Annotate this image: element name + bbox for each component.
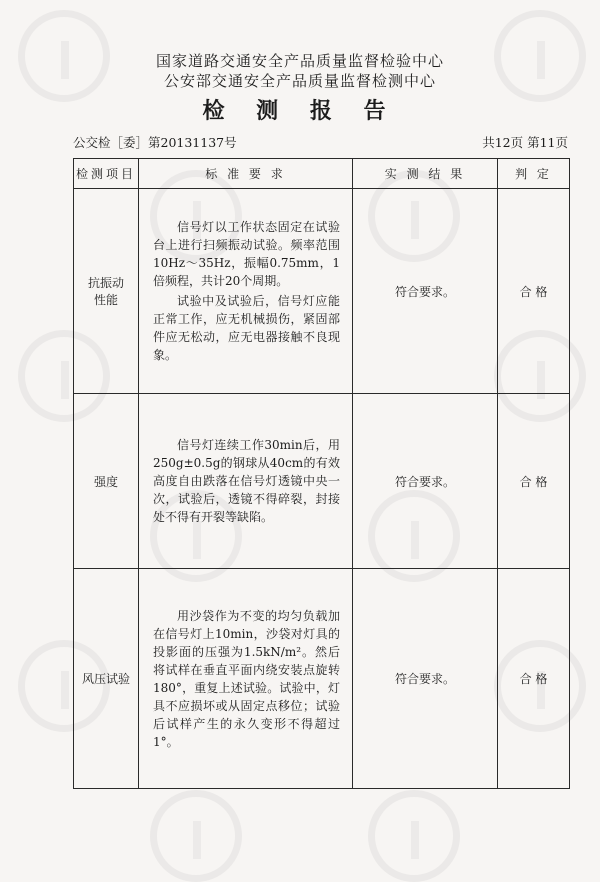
requirement-paragraph: 信号灯连续工作30min后，用250g±0.5g的钢球从40cm的有效高度自由跌落在信号灯透镜中央一次，试验后，透镜不得碎裂，封接处不得有开裂等缺陷。 <box>153 438 340 524</box>
row-result: 符合要求。 <box>353 569 498 789</box>
table-header-row <box>74 159 570 189</box>
requirement-paragraph: 用沙袋作为不变的均匀负载加在信号灯上10min，沙袋对灯具的投影面的压强为1.5kN/m²。然后将试样在垂直平面内绕安装点旋转180°，重复上述试验。试验中，灯具不应损坏或从固定点移位；试验后试样产生的永久变形不得超过1°。 <box>153 608 340 749</box>
row-requirement <box>139 569 353 789</box>
table-row <box>74 189 570 394</box>
requirement-paragraph: 信号灯以工作状态固定在试验台上进行扫频振动试验。频率范围10Hz～35Hz，振幅0.75mm，1倍频程，共计20个周期。 <box>153 220 340 288</box>
row-requirement <box>139 189 353 394</box>
table-row <box>74 569 570 789</box>
watermark-seal <box>150 790 242 882</box>
header-verdict: 判 定 <box>498 159 570 189</box>
row-item: 风压试验 <box>74 569 139 789</box>
requirement-paragraph: 试验中及试验后，信号灯应能正常工作，应无机械损伤，紧固部件应无松动，应无电器接触不良现象。 <box>153 294 340 362</box>
row-verdict: 合 格 <box>498 569 570 789</box>
center-name-line2: 公安部交通安全产品质量监督检测中心 <box>163 72 436 90</box>
header-item: 检测项目 <box>74 159 139 189</box>
table-row <box>74 394 570 569</box>
report-number: 公交检［委］第20131137号 <box>73 135 237 150</box>
row-item: 抗振动性能 <box>74 189 139 394</box>
report-title: 检 测 报 告 <box>202 99 398 124</box>
inspection-table <box>73 158 570 789</box>
header-requirement: 标 准 要 求 <box>139 159 353 189</box>
row-requirement <box>139 394 353 569</box>
row-verdict: 合 格 <box>498 394 570 569</box>
row-result: 符合要求。 <box>353 394 498 569</box>
header-result: 实 测 结 果 <box>353 159 498 189</box>
row-item: 强度 <box>74 394 139 569</box>
row-verdict: 合 格 <box>498 189 570 394</box>
center-name-line1: 国家道路交通安全产品质量监督检验中心 <box>155 52 444 70</box>
page-info: 共12页 第11页 <box>482 135 568 150</box>
watermark-seal <box>368 790 460 882</box>
row-result: 符合要求。 <box>353 189 498 394</box>
